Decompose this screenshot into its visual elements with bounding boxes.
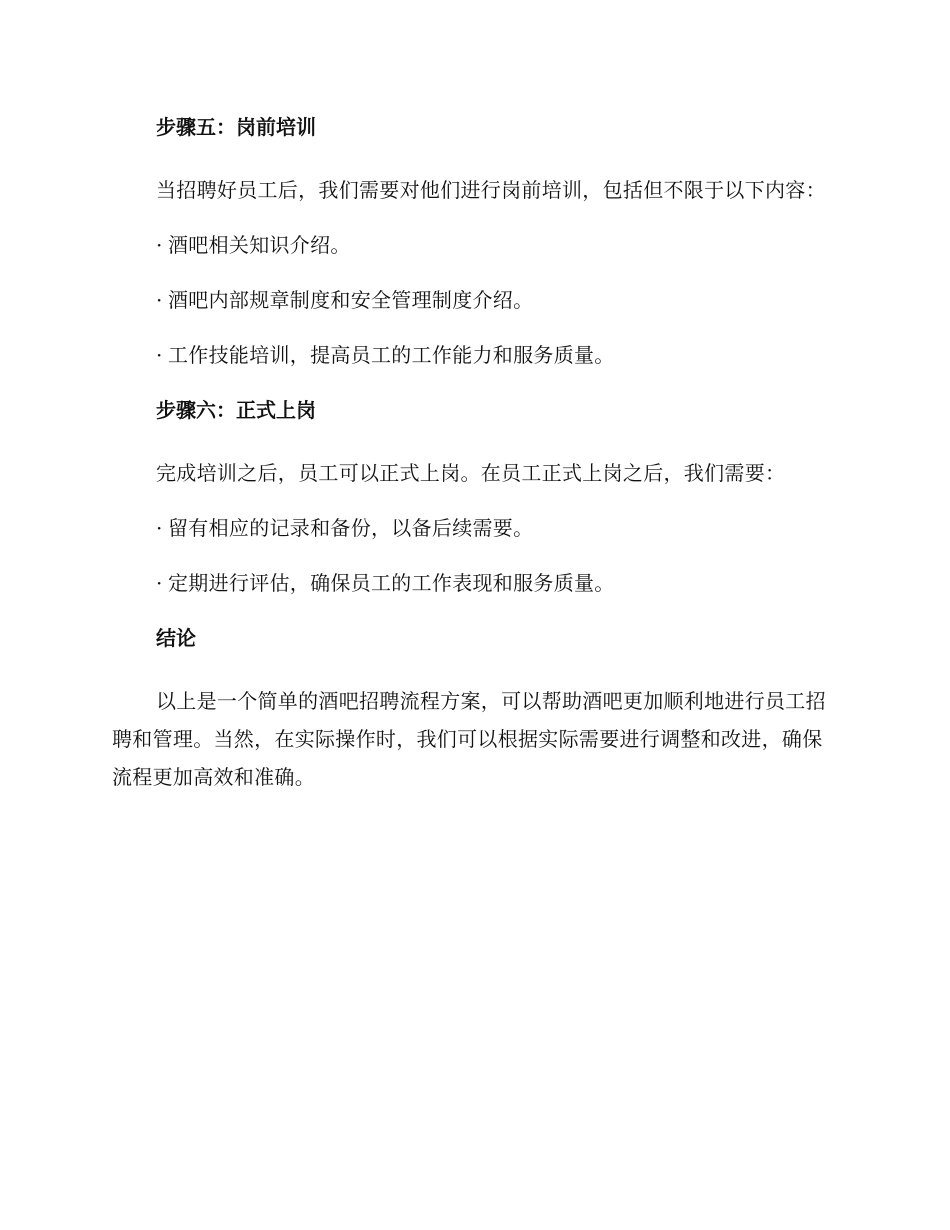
step6-heading: 步骤六：正式上岗 [156,398,316,422]
step5-heading: 步骤五：岗前培训 [156,115,316,139]
step5-bullet-3 [112,336,832,374]
step5-bullet-2 [112,281,832,319]
bullet-text: 酒吧内部规章制度和安全管理制度介绍。 [168,288,534,312]
step5-bullet-1 [112,226,832,264]
bullet-dot-icon: · [156,343,163,367]
bullet-dot-icon: · [156,571,163,595]
conclusion-text: 以上是一个简单的酒吧招聘流程方案，可以帮助酒吧更加顺利地进行员工招聘和管理。当然，在实际操作时，我们可以根据实际需要进行调整和改进，确保流程更加高效和准确。 [112,689,826,789]
step6-bullet-1 [112,509,832,547]
step6-intro: 完成培训之后，员工可以正式上岗。在员工正式上岗之后，我们需要： [156,461,786,485]
bullet-dot-icon: · [156,288,163,312]
bullet-text: 留有相应的记录和备份，以备后续需要。 [168,516,534,540]
step6-bullet-2 [112,564,832,602]
bullet-dot-icon: · [156,516,163,540]
bullet-text: 酒吧相关知识介绍。 [168,233,351,257]
conclusion-heading: 结论 [156,626,196,650]
bullet-text: 定期进行评估，确保员工的工作表现和服务质量。 [168,571,615,595]
bullet-text: 工作技能培训，提高员工的工作能力和服务质量。 [168,343,615,367]
document-page [112,108,832,813]
step5-intro: 当招聘好员工后，我们需要对他们进行岗前培训，包括但不限于以下内容： [156,178,826,202]
bullet-dot-icon: · [156,233,163,257]
